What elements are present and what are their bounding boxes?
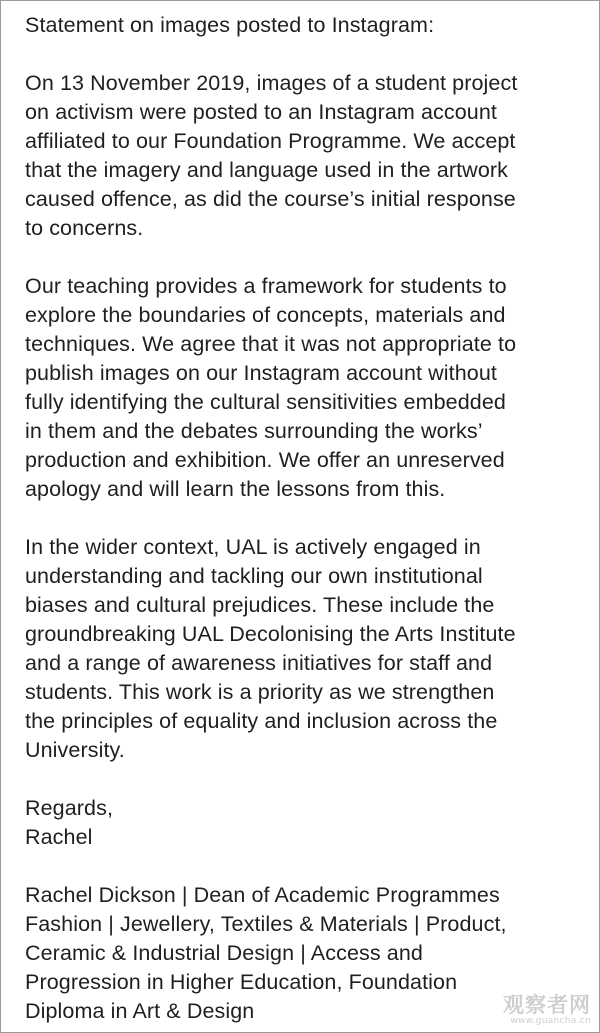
paragraph-3-line: biases and cultural prejudices. These include the: [25, 593, 495, 617]
paragraph-1-line: to concerns.: [25, 216, 144, 240]
paragraph-1: [25, 69, 591, 243]
paragraph-3-line: students. This work is a priority as we strengthen: [25, 680, 495, 704]
watermark-text: 观察者网: [503, 993, 591, 1017]
signoff-name: Rachel: [25, 825, 93, 849]
paragraph-1-line: On 13 November 2019, images of a student project: [25, 71, 518, 95]
paragraph-gap: [25, 504, 591, 533]
site-watermark: [499, 994, 591, 1026]
paragraph-3-line: In the wider context, UAL is actively engaged in: [25, 535, 481, 559]
paragraph-3-line: University.: [25, 738, 125, 762]
paragraph-2-line: Our teaching provides a framework for students to: [25, 274, 507, 298]
paragraph-3-line: the principles of equality and inclusion across the: [25, 709, 498, 733]
closing-text: Regards,: [25, 796, 114, 820]
signature-line: Fashion | Jewellery, Textiles & Materials | Product,: [25, 912, 507, 936]
paragraph-1-line: caused offence, as did the course’s initial response: [25, 187, 516, 211]
closing-block: [25, 794, 591, 852]
paragraph-2-line: apology and will learn the lessons from this.: [25, 477, 446, 501]
paragraph-2-line: in them and the debates surrounding the works’: [25, 419, 483, 443]
signature-line: Rachel Dickson | Dean of Academic Programmes: [25, 883, 500, 907]
paragraph-1-line: on activism were posted to an Instagram account: [25, 100, 497, 124]
paragraph-1-line: that the imagery and language used in the artwork: [25, 158, 508, 182]
paragraph-3-line: understanding and tackling our own institutional: [25, 564, 483, 588]
paragraph-2-line: production and exhibition. We offer an unreserved: [25, 448, 505, 472]
signature-line: Ceramic & Industrial Design | Access and: [25, 941, 423, 965]
paragraph-2-line: publish images on our Instagram account without: [25, 361, 497, 385]
statement-heading: Statement on images posted to Instagram:: [25, 13, 435, 37]
paragraph-gap: [25, 40, 591, 69]
paragraph-1-line: affiliated to our Foundation Programme. We accept: [25, 129, 516, 153]
paragraph-2-line: fully identifying the cultural sensitivities embedded: [25, 390, 506, 414]
paragraph-3: [25, 533, 591, 765]
paragraph-gap: [25, 852, 591, 881]
paragraph-2-line: explore the boundaries of concepts, materials and: [25, 303, 506, 327]
signature-line: Diploma in Art & Design: [25, 999, 255, 1023]
signature-line: Progression in Higher Education, Foundation: [25, 970, 458, 994]
watermark-url: www.guancha.cn: [510, 1016, 591, 1026]
paragraph-2: [25, 272, 591, 504]
paragraph-gap: [25, 765, 591, 794]
statement-body: [25, 11, 591, 1026]
paragraph-2-line: techniques. We agree that it was not appropriate to: [25, 332, 517, 356]
paragraph-3-line: and a range of awareness initiatives for staff and: [25, 651, 493, 675]
paragraph-gap: [25, 243, 591, 272]
paragraph-3-line: groundbreaking UAL Decolonising the Arts Institute: [25, 622, 516, 646]
